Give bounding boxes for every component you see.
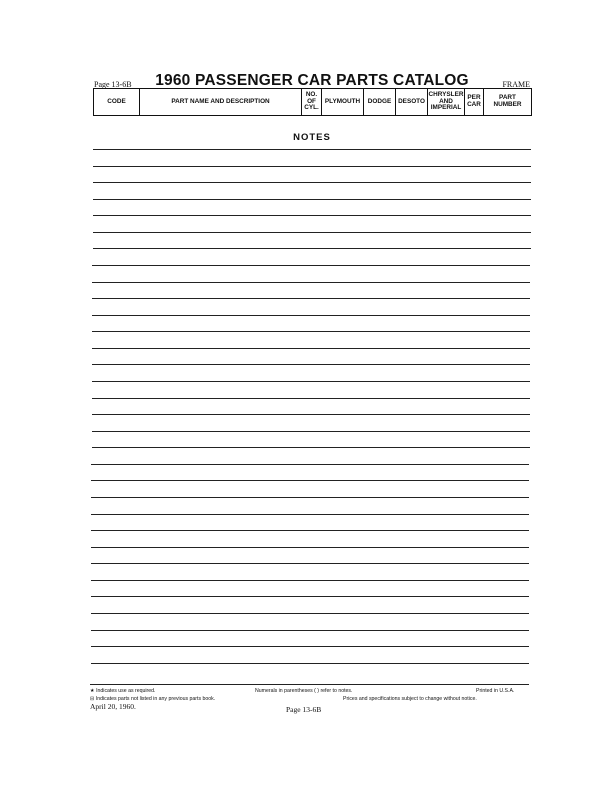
ruled-line [91,596,529,597]
notes-title: NOTES [293,132,331,143]
ruled-line [92,265,530,266]
footer-printed: Printed in U.S.A. [476,688,515,694]
ruled-line [93,149,531,150]
ruled-line [91,646,529,647]
footer-box-note: ⊟ Indicates parts not listed in any previous parts book. [90,696,216,702]
column-part-name: PART NAME AND DESCRIPTION [140,89,302,116]
column-desoto: DESOTO [396,89,428,116]
column-code: CODE [107,97,126,105]
column-header-table [93,88,532,116]
ruled-line [91,497,529,498]
ruled-line [92,315,530,316]
column-plymouth: PLYMOUTH [322,89,364,116]
ruled-line [91,514,529,515]
ruled-line [93,199,531,200]
footer-numerals-note: Numerals in parentheses ( ) refer to notes. [255,688,353,694]
ruled-line [93,232,531,233]
footer-date: April 20, 1960. [90,702,136,711]
ruled-line [92,364,530,365]
footer-page-label: Page 13-6B [286,705,322,714]
ruled-line [92,431,530,432]
column-cylinders: NO. OF CYL. [302,89,322,116]
ruled-line [91,530,529,531]
ruled-line [92,414,530,415]
ruled-line [92,381,530,382]
catalog-title: 1960 PASSENGER CAR PARTS CATALOG [155,72,469,89]
footer-prices-note: Prices and specifications subject to change without notice. [343,696,477,702]
ruled-line [91,563,529,564]
ruled-line [91,580,529,581]
ruled-line [93,182,531,183]
ruled-line [91,464,529,465]
column-per-car: PER CAR [465,89,484,116]
ruled-line [91,630,529,631]
ruled-line [92,447,530,448]
ruled-line [92,331,530,332]
ruled-line [92,282,530,283]
column-dodge: DODGE [364,89,396,116]
footer-rule [90,684,529,685]
ruled-line [91,480,529,481]
page-number-top: Page 13-6B [94,80,132,89]
ruled-line [91,547,529,548]
ruled-line [92,398,530,399]
section-label: FRAME [502,80,530,89]
ruled-line [93,215,531,216]
ruled-line [92,298,530,299]
ruled-line [91,613,529,614]
ruled-line [93,248,531,249]
column-chrysler-imperial: CHRYSLER AND IMPERIAL [428,89,465,116]
column-part-number: PART NUMBER [484,89,532,116]
ruled-line [91,663,529,664]
ruled-line [92,348,530,349]
footer-star-note: ★ Indicates use as required. [90,688,156,694]
ruled-line [93,166,531,167]
